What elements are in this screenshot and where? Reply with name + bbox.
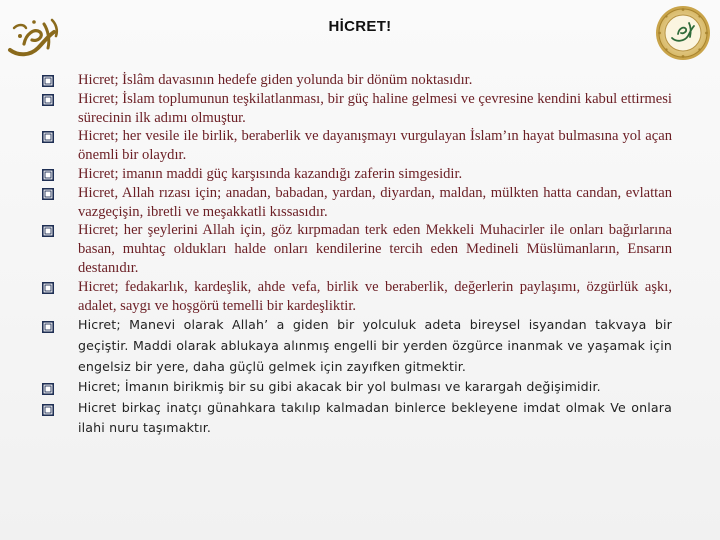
list-item <box>40 90 672 128</box>
checkbox-bullet-icon <box>42 74 54 86</box>
muhammad-calligraphy-medallion-icon <box>654 4 712 62</box>
list-item-text: Hicret; İmanın birikmiş bir su gibi akacak bir yol bulması ve karargah değişimidir. <box>78 379 601 395</box>
list-item <box>40 315 672 377</box>
list-item <box>40 165 672 184</box>
list-item <box>40 71 672 90</box>
checkbox-bullet-icon <box>42 381 54 393</box>
hicret-bullet-list <box>40 71 672 439</box>
list-item-text: Hicret; imanın maddi güç karşısında kazandığı zaferin simgesidir. <box>78 165 463 182</box>
checkbox-bullet-icon <box>42 168 54 180</box>
checkbox-bullet-icon <box>42 281 54 293</box>
checkbox-bullet-icon <box>42 224 54 236</box>
list-item-text: Hicret birkaç inatçı günahkara takılıp kalmadan binlerce bekleyene imdat olmak Ve onlara ilahi nuru taşımaktır. <box>78 399 672 436</box>
slide-title: HİCRET! <box>328 18 392 35</box>
checkbox-bullet-icon <box>42 402 54 414</box>
list-item <box>40 184 672 222</box>
list-item-text: Hicret; fedakarlık, kardeşlik, ahde vefa, birlik ve beraberlik, değerlerin paylaşımı, özgürlük aşkı, adalet, saygı ve hoşgörü temelli bir kardeşliktir. <box>78 278 672 314</box>
list-item-text: Hicret; İslam toplumunun teşkilatlanması, bir güç haline gelmesi ve çevresine kendini kabul ettirmesi sürecinin ilk adımı olmuştur. <box>78 90 672 126</box>
list-item <box>40 278 672 316</box>
list-item <box>40 221 672 277</box>
checkbox-bullet-icon <box>42 130 54 142</box>
checkbox-bullet-icon <box>42 187 54 199</box>
list-item-text: Hicret; her vesile ile birlik, beraberlik ve dayanışmayı vurgulayan İslam’ın hayat bulmasına yol açan önemli bir olaydır. <box>78 128 672 164</box>
list-item-text: Hicret, Allah rızası için; anadan, babadan, yardan, diyardan, maldan, mülkten hatta candan, evlattan vazgeçişin, ibretli ve meşakkatli kıssasıdır. <box>78 184 672 220</box>
list-item <box>40 398 672 439</box>
checkbox-bullet-icon <box>42 93 54 105</box>
list-item-text: Hicret; Manevi olarak Allah’ a giden bir yolculuk adeta bireysel isyandan takvaya bir geçiştir. Maddi olarak ablukaya alınmış engelli bir yerden özgürce inanmak ve yaşamak için engelsiz bir yere, daha güçlü gelmek için zayıfken gitmektir. <box>78 317 672 374</box>
list-item-text: Hicret; her şeylerini Allah için, göz kırpmadan terk eden Mekkeli Muhacirler ile onları bağırlarına basan, muhtaç oldukları halde onları kendilerine tercih eden Medineli Müslümanların, Ensarın destanıdır. <box>78 222 672 276</box>
list-item-text: Hicret; İslâm davasının hedefe giden yolunda bir dönüm noktasıdır. <box>78 72 473 88</box>
checkbox-bullet-icon <box>42 319 54 331</box>
list-item <box>40 127 672 165</box>
list-item <box>40 377 672 398</box>
